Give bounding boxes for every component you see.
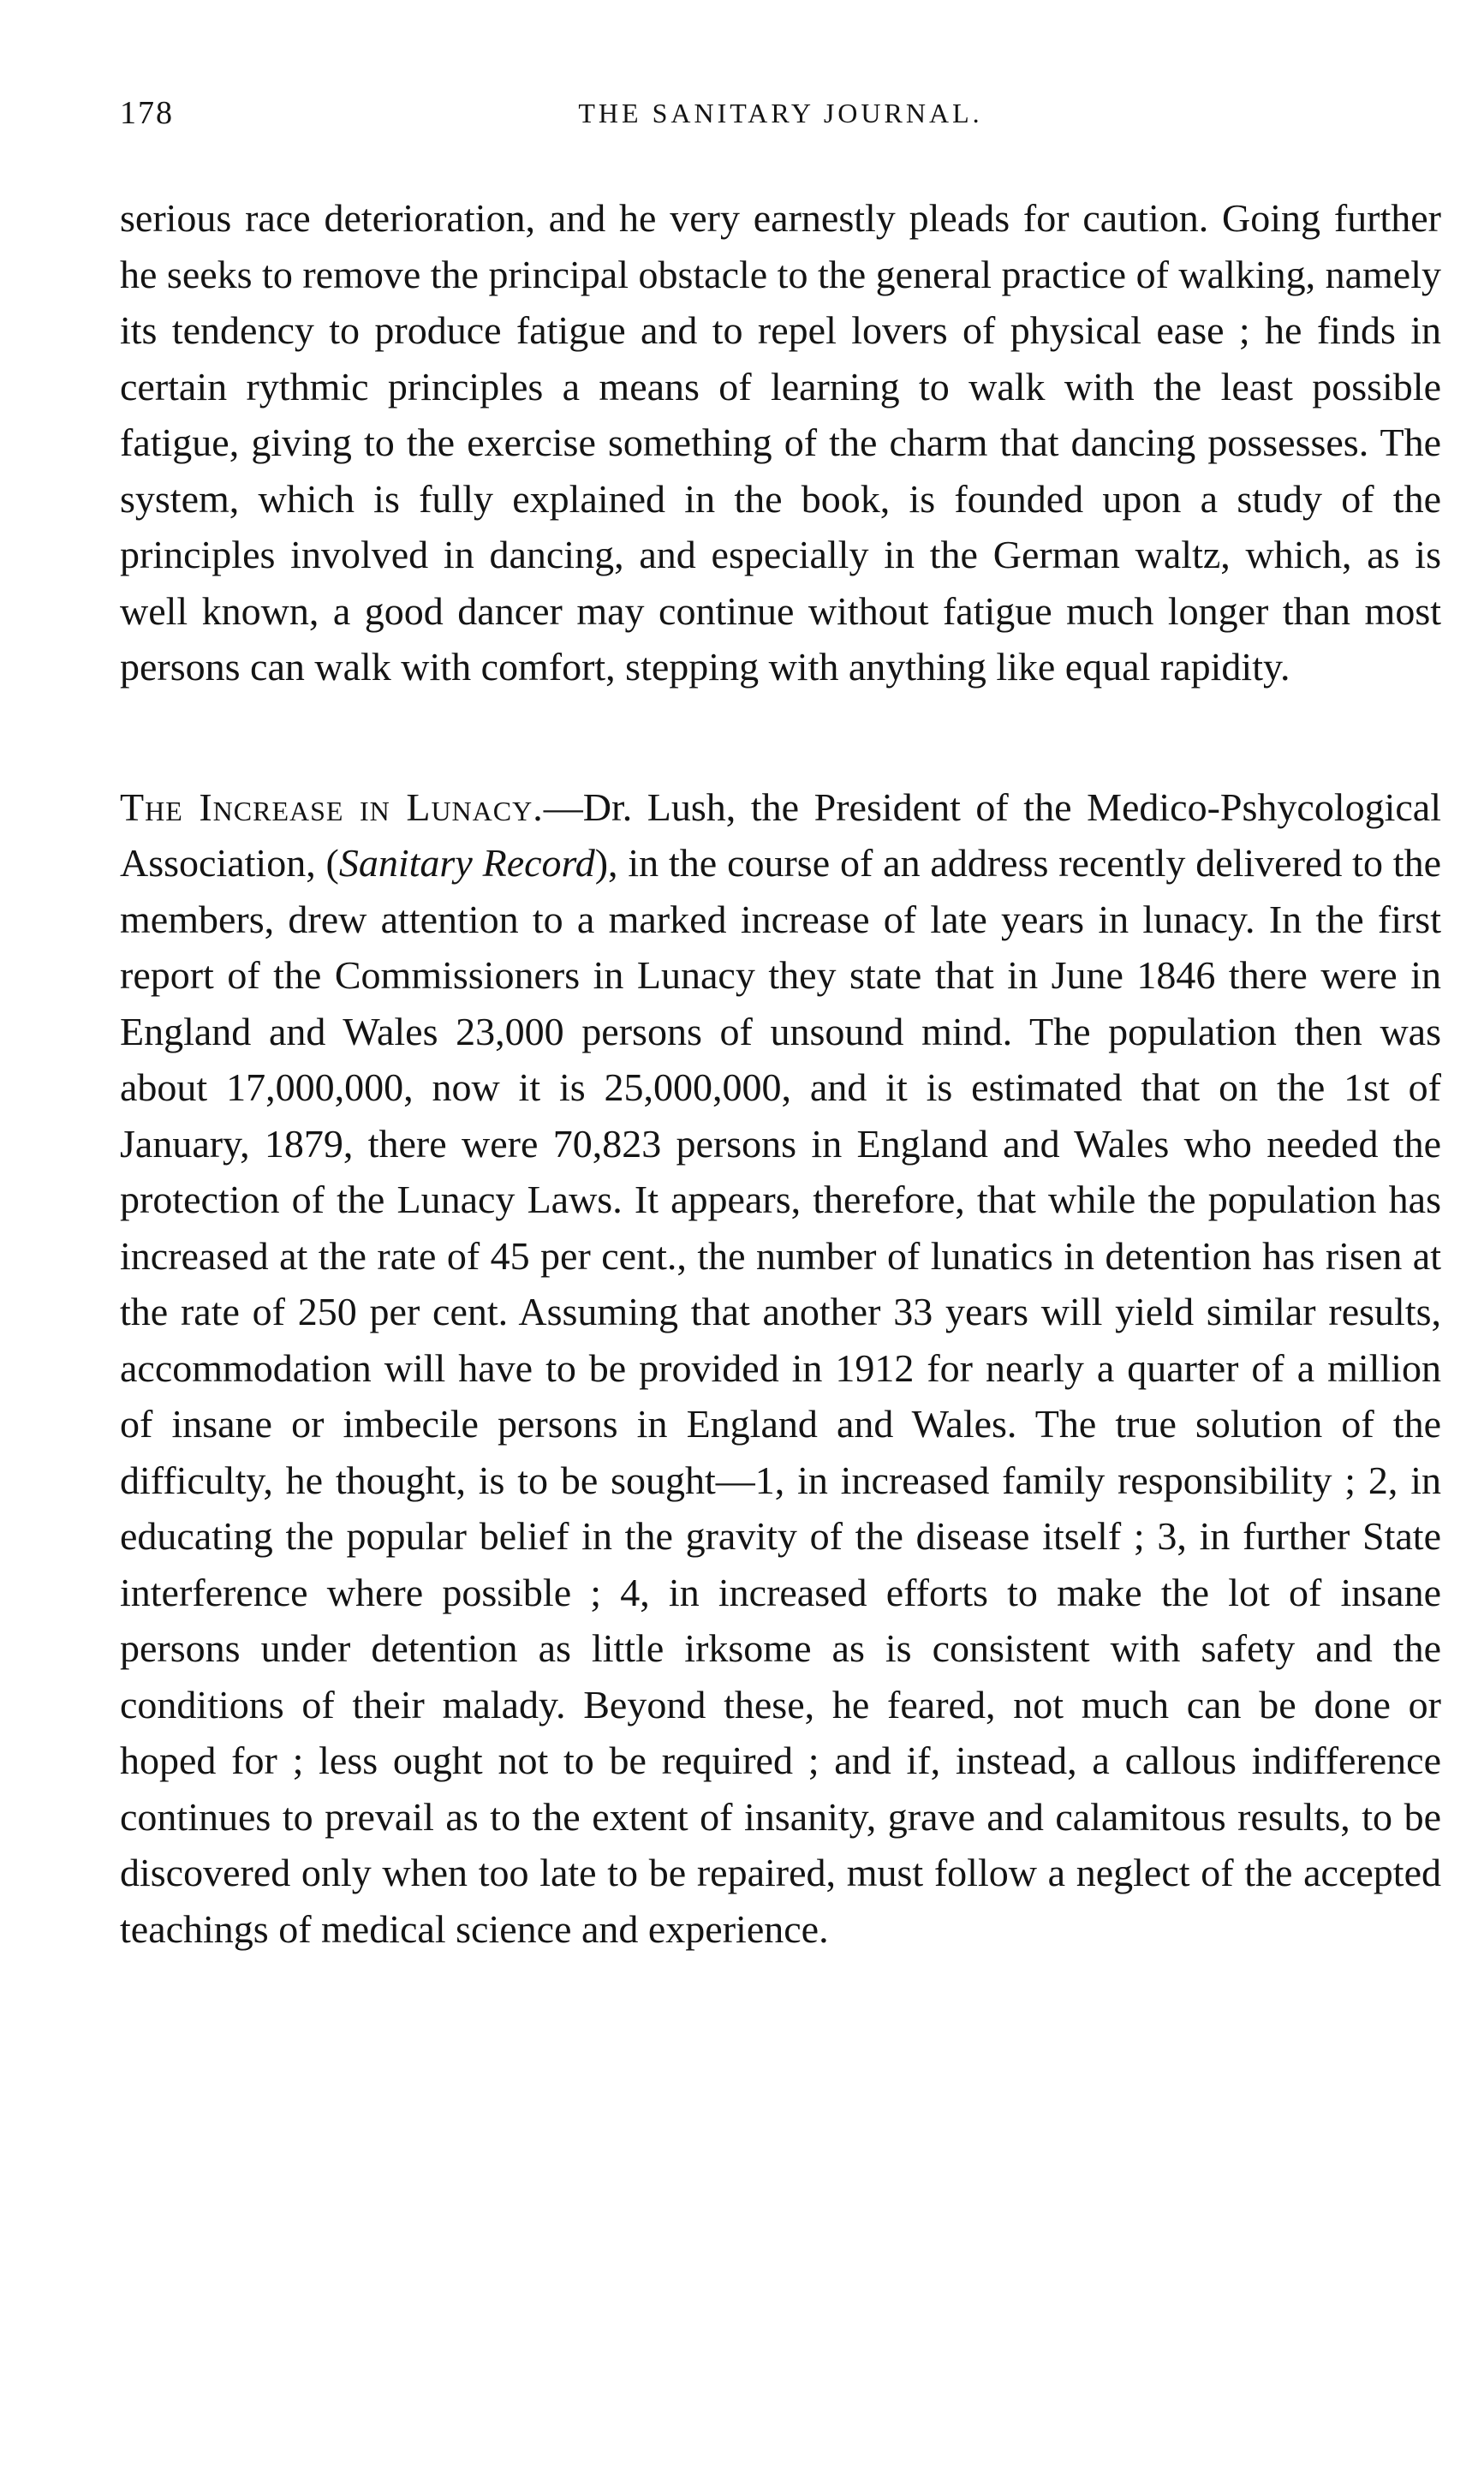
journal-title: THE SANITARY JOURNAL.	[578, 98, 983, 128]
paragraph-walking-continued: serious race deterioration, and he very earnestly pleads for caution. Going further he seeks to remove the principal obstacle to the general practice of walking, namely its tendency to produce fatigue and to repel lovers of physical ease ; he finds in certain rythmic principles a means of learning to walk with the least possible fatigue, giving to the exercise something of the charm that dancing possesses. The system, which is fully explained in the book, is founded upon a study of the principles involved in dancing, and especially in the German waltz, which, as is well known, a good dancer may continue without fatigue much longer than most persons can walk with comfort, stepping with anything like equal rapidity.	[120, 196, 1441, 689]
running-head	[120, 94, 1441, 146]
paragraph-increase-in-lunacy	[120, 779, 1441, 1958]
paragraph-text-main: ), in the course of an address recently delivered to the members, drew attention to a marked increase of late years in lunacy. In the first report of the Commissioners in Lunacy they state that in June 1846 there were in England and Wales 23,000 persons of unsound mind. The population then was about 17,000,000, now it is 25,000,000, and it is estimated that on the 1st of January, 1879, there were 70,823 persons in England and Wales who needed the protection of the Lunacy Laws. It appears, therefore, that while the population has increased at the rate of 45 per cent., the number of lunatics in detention has risen at the rate of 250 per cent. Assuming that another 33 years will yield similar results, accommodation will have to be provided in 1912 for nearly a quarter of a million of insane or imbecile persons in England and Wales. The true solution of the difficulty, he thought, is to be sought—1, in increased family responsibility ; 2, in educating the popular belief in the gravity of the disease itself ; 3, in further State interference where possible ; 4, in increased efforts to make the lot of insane persons under detention as little irksome as is consistent with safety and the conditions of their malady. Beyond these, he feared, not much can be done or hoped for ; less ought not to be required ; and if, instead, a callous indifference continues to prevail as to the extent of insanity, grave and calamitous results, to be discovered only when too late to be repaired, must follow a neglect of the accepted teachings of medical science and experience.	[120, 841, 1442, 1951]
page-number: 178	[120, 95, 174, 131]
citation-source: Sanitary Record	[338, 841, 595, 885]
article-body	[120, 190, 1441, 1957]
journal-page	[120, 94, 1441, 1957]
section-heading: The Increase in Lunacy.	[120, 784, 544, 829]
paragraph-text-intro: —Dr. Lush, the President of the Medico-Pshycological Association, (	[120, 784, 1441, 885]
